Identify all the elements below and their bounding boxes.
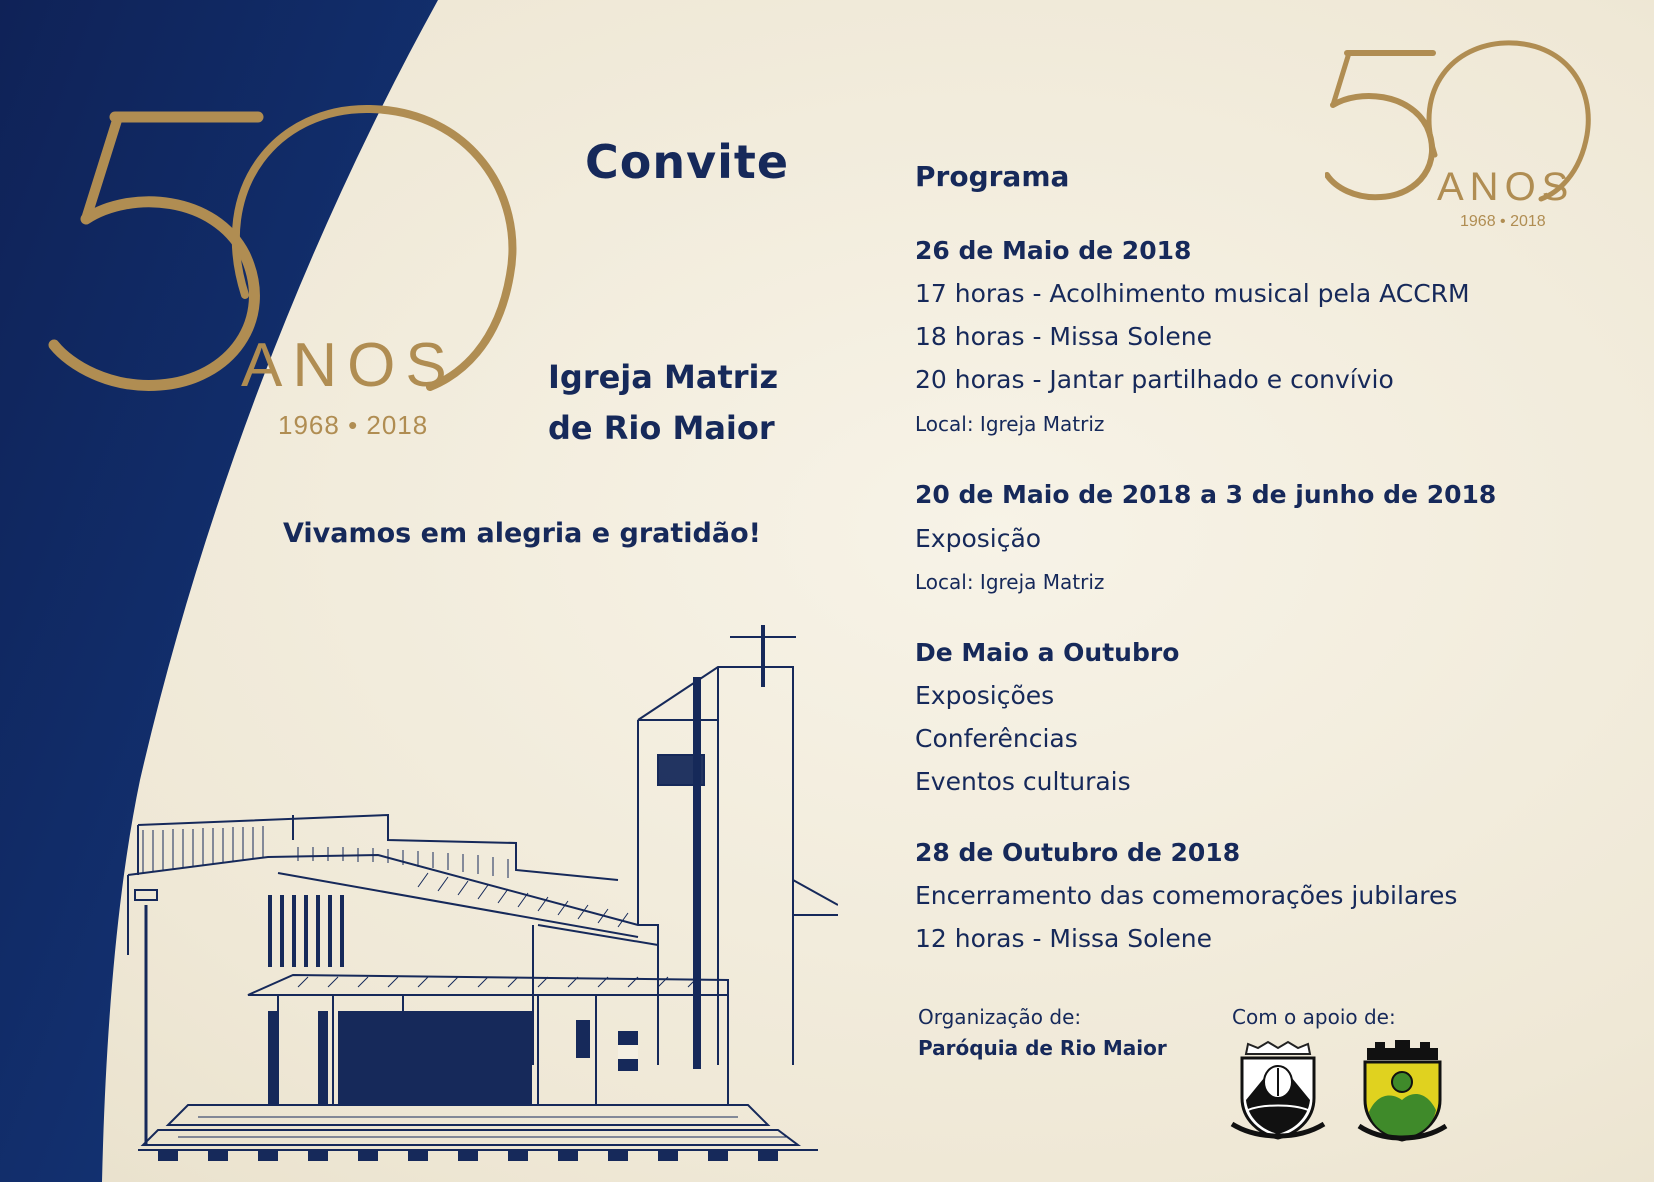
program-section-date: De Maio a Outubro <box>915 638 1180 667</box>
program-location: Local: Igreja Matriz <box>915 570 1105 594</box>
program-item: Eventos culturais <box>915 767 1131 796</box>
big-logo-anos: ANOS <box>241 331 457 400</box>
church-name-line2: de Rio Maior <box>548 409 775 447</box>
program-item: 20 horas - Jantar partilhado e convívio <box>915 365 1394 394</box>
invite-title: Convite <box>585 135 790 189</box>
organization-name: Paróquia de Rio Maior <box>918 1036 1167 1060</box>
program-section-date: 26 de Maio de 2018 <box>915 236 1192 265</box>
program-item: 18 horas - Missa Solene <box>915 322 1212 351</box>
small-logo-anos: ANOS <box>1437 165 1575 209</box>
church-illustration-icon <box>118 625 838 1170</box>
program-heading: Programa <box>915 160 1070 193</box>
church-name <box>548 352 778 454</box>
small-logo-years: 1968 • 2018 <box>1460 213 1546 230</box>
program-section-date: 28 de Outubro de 2018 <box>915 838 1241 867</box>
organization-label: Organização de: <box>918 1005 1082 1029</box>
support-label: Com o apoio de: <box>1232 1005 1396 1029</box>
program-item: 12 horas - Missa Solene <box>915 924 1212 953</box>
church-name-line1: Igreja Matriz <box>548 358 779 396</box>
program-item: Exposições <box>915 681 1055 710</box>
coat-of-arms-icon <box>1355 1038 1450 1146</box>
program-location: Local: Igreja Matriz <box>915 412 1105 436</box>
program-section-date: 20 de Maio de 2018 a 3 de junho de 2018 <box>915 480 1497 509</box>
program-item: 17 horas - Acolhimento musical pela ACCRM <box>915 279 1470 308</box>
slogan: Vivamos em alegria e gratidão! <box>283 518 761 549</box>
program-item: Exposição <box>915 524 1042 553</box>
big-logo-years: 1968 • 2018 <box>278 410 429 440</box>
coat-of-arms-icon <box>1228 1040 1328 1145</box>
program-item: Encerramento das comemorações jubilares <box>915 881 1458 910</box>
program-item: Conferências <box>915 724 1078 753</box>
